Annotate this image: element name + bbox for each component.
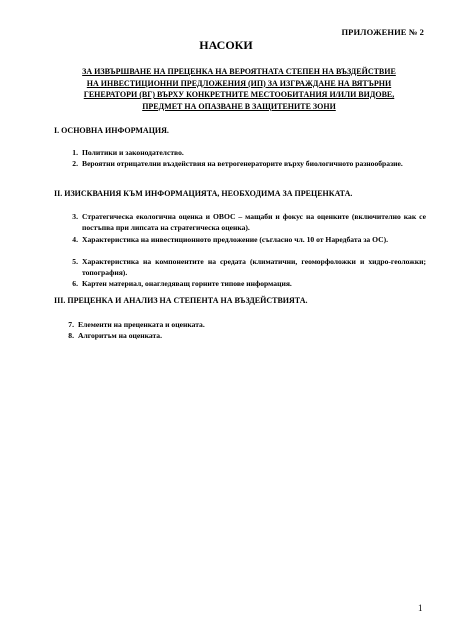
section-heading: II. ИЗИСКВАНИЯ КЪМ ИНФОРМАЦИЯТА, НЕОБХОДИМА ЗА ПРЕЦЕНКАТА. bbox=[54, 189, 353, 198]
list-item-number: 7. bbox=[68, 320, 74, 329]
list-item bbox=[54, 320, 426, 331]
annex-label: ПРИЛОЖЕНИЕ № 2 bbox=[341, 27, 424, 37]
document-title: НАСОКИ bbox=[199, 38, 253, 52]
subtitle-line: НА ИНВЕСТИЦИОННИ ПРЕДЛОЖЕНИЯ (ИП) ЗА ИЗГРАЖДАНЕ НА ВЯТЪРНИ bbox=[86, 78, 392, 88]
subtitle-line: ГЕНЕРАТОРИ (ВГ) ВЪРХУ КОНКРЕТНИТЕ МЕСТООБИТАНИЯ И/ИЛИ ВИДОВЕ, bbox=[83, 90, 395, 99]
subtitle-line: ПРЕДМЕТ НА ОПАЗВАНЕ В ЗАЩИТЕНИТЕ ЗОНИ bbox=[142, 101, 336, 111]
list-item-text: Елементи на преценката и оценката. bbox=[78, 320, 205, 329]
list-item-number: 6. bbox=[72, 279, 78, 288]
list-item-text: Алгоритъм на оценката. bbox=[78, 331, 162, 340]
list-item-number: 5. bbox=[72, 257, 78, 266]
section-heading: III. ПРЕЦЕНКА И АНАЛИЗ НА СТЕПЕНТА НА ВЪЗДЕЙСТВИЯТА. bbox=[54, 296, 308, 305]
list-item-text: Характеристика на инвестиционното предложение (съгласно чл. 10 от Наредбата за ОС). bbox=[82, 235, 389, 244]
list-item-text: Вероятни отрицателни въздействия на ветрогенераторите върху биологичното разнообразие. bbox=[82, 159, 403, 168]
section-heading: I. ОСНОВНА ИНФОРМАЦИЯ. bbox=[54, 126, 169, 135]
list-item-text: Характеристика на компонентите на средата (климатични, геоморфоложки и хидро-геоложки; топография). bbox=[82, 257, 426, 277]
list-item-number: 3. bbox=[72, 212, 78, 221]
list-item-text: Политики и законодателство. bbox=[82, 148, 184, 157]
list-item-text: Картен материал, онагледяващ горните типове информация. bbox=[82, 279, 292, 288]
list-item bbox=[66, 212, 426, 233]
list-item bbox=[66, 148, 426, 159]
list-item-number: 4. bbox=[72, 235, 78, 244]
list-item bbox=[66, 235, 426, 246]
list-item bbox=[66, 279, 426, 290]
page-number: 1 bbox=[418, 603, 423, 613]
list-item bbox=[66, 257, 426, 278]
list-item bbox=[54, 331, 426, 342]
list-item-text: Стратегическа екологична оценка и ОВОС – мащаби и фокус на оценките (включително как се постъпва при липсата на стратегическа оценка). bbox=[82, 212, 426, 232]
document-subtitle bbox=[54, 66, 424, 112]
list-item-number: 8. bbox=[68, 331, 74, 340]
subtitle-line: ЗА ИЗВЪРШВАНЕ НА ПРЕЦЕНКА НА ВЕРОЯТНАТА СТЕПЕН НА ВЪЗДЕЙСТВИЕ bbox=[82, 67, 396, 76]
list-item bbox=[66, 159, 426, 170]
list-item-number: 1. bbox=[72, 148, 78, 157]
list-item-number: 2. bbox=[72, 159, 78, 168]
